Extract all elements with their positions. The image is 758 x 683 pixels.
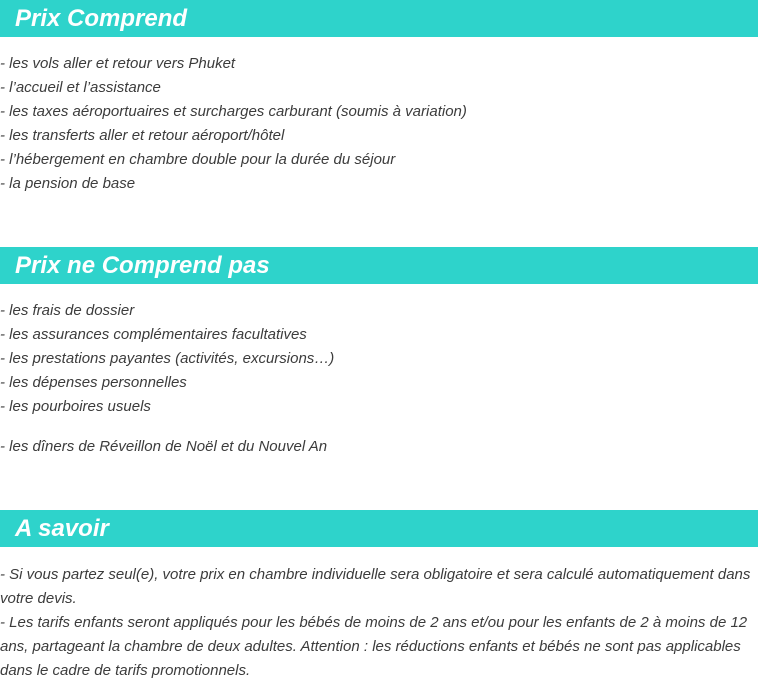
section-header-a-savoir [0, 510, 758, 547]
section-title: Prix Comprend [15, 5, 188, 32]
list-item: - la pension de base [0, 175, 136, 192]
excluded-extra-list [0, 435, 756, 459]
list-item: - les taxes aéroportuaires et surcharges carburant (soumis à variation) [0, 103, 467, 120]
list-item: - l’accueil et l’assistance [0, 79, 161, 96]
section-header-prix-comprend [0, 0, 758, 37]
list-item: - les prestations payantes (activités, excursions…) [0, 350, 335, 367]
list-item: - les assurances complémentaires facultatives [0, 326, 307, 343]
section-header-prix-ne-comprend-pas [0, 247, 758, 284]
list-item: - les dépenses personnelles [0, 374, 187, 391]
included-list [0, 52, 756, 196]
list-item: - l’hébergement en chambre double pour la durée du séjour [0, 151, 396, 168]
excluded-list [0, 299, 756, 419]
list-item: - les pourboires usuels [0, 398, 151, 415]
section-title: A savoir [15, 515, 109, 542]
section-title: Prix ne Comprend pas [15, 252, 270, 279]
list-item: - les frais de dossier [0, 302, 135, 319]
info-paragraph-single-room: - Si vous partez seul(e), votre prix en chambre individuelle sera obligatoire et sera calculé automatiquement dans votre devis. [0, 566, 751, 607]
info-paragraph-child-rates: - Les tarifs enfants seront appliqués pour les bébés de moins de 2 ans et/ou pour les enfants de 2 à moins de 12 ans, partageant la chambre de deux adultes. Attention : les réductions enfants et bébés ne sont pas applicables dans le cadre de tarifs promotionnels. [0, 614, 748, 679]
list-item: - les vols aller et retour vers Phuket [0, 55, 236, 72]
list-item: - les dîners de Réveillon de Noël et du Nouvel An [0, 438, 328, 455]
list-item: - les transferts aller et retour aéroport/hôtel [0, 127, 285, 144]
